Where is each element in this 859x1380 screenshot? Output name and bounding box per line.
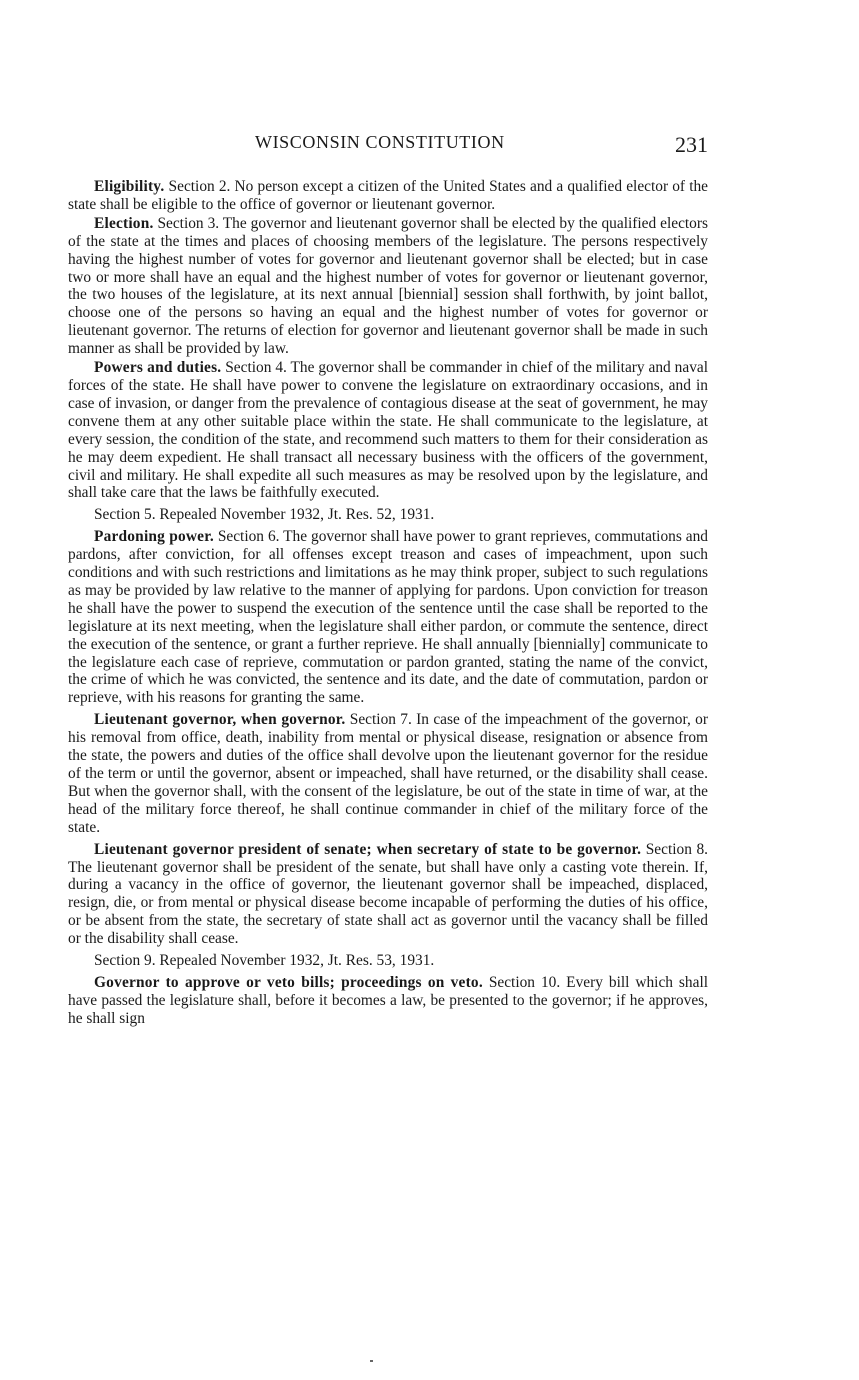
running-title: WISCONSIN CONSTITUTION: [255, 132, 505, 152]
section-body: Section 4. The governor shall be commander in chief of the military and naval forces of the state. He shall have power to convene the legislature on extraordinary occasions, and in case of invasion, or danger from the prevalence of contagious disease at the seat of government, he may convene them at any other suitable place within the state. He shall communicate to the legislature, at every session, the condition of the state, and recommend such matters to them for their consideration as he may deem expedient. He shall transact all necessary business with the officers of the government, civil and military. He shall expedite all such measures as may be resolved upon by the legislature, and shall take care that the laws be faithfully executed.: [68, 359, 708, 502]
print-speck: [370, 1360, 373, 1362]
section-heading: Eligibility.: [94, 178, 165, 195]
section-body: Section 6. The governor shall have power to grant reprieves, commutations and pardons, after conviction, for all offenses except treason and cases of impeachment, upon such conditions and with such restrictions and limitations as he may think proper, subject to such regulations as may be provided by law relative to the manner of applying for pardons. Upon conviction for treason he shall have the power to suspend the execution of the sentence until the case shall be reported to the legislature at its next meeting, when the legislature shall either pardon, or commute the sentence, direct the execution of the sentence, or grant a further reprieve. He shall annually [biennially] communicate to the legislature each case of reprieve, commutation or pardon granted, stating the name of the convict, the crime of which he was convicted, the sentence and its date, and the date of commutation, pardon or reprieve, with his reasons for granting the same.: [68, 528, 708, 707]
section-2-eligibility: [68, 178, 708, 214]
section-6-pardoning-power: [68, 528, 708, 707]
section-7-lieutenant-governor: [68, 711, 708, 836]
section-body: Section 10. Every bill which shall have passed the legislature shall, before it becomes a law, be presented to the governor; if he approves, he shall sign: [68, 973, 708, 1027]
section-8-president-of-senate: [68, 841, 708, 948]
page-number: 231: [675, 132, 708, 157]
section-body: Section 8. The lieutenant governor shall be president of the senate, but shall have only a casting vote therein. If, during a vacancy in the office of governor, the lieutenant governor shall be impeached, displaced, resign, die, or from mental or physical disease become incapable of performing the duties of his office, or be absent from the state, the secretary of state shall act as governor until the vacancy shall be filled or the disability shall cease.: [68, 840, 709, 948]
constitution-text: [68, 178, 708, 1028]
section-4-powers-and-duties: [68, 359, 708, 502]
section-heading: Powers and duties.: [94, 359, 222, 377]
section-body: Section 7. In case of the impeachment of the governor, or his removal from office, death, inability from mental or physical disease, resignation or absence from the state, the powers and duties of the office shall devolve upon the lieutenant governor for the residue of the term or until the governor, absent or impeached, shall have returned, or the disability shall cease. But when the governor shall, with the consent of the legislature, be out of the state in time of war, at the head of the military force thereof, he shall continue commander in chief of the military force of the state.: [68, 711, 708, 836]
section-10-veto: [68, 974, 708, 1028]
section-body: Section 9. Repealed November 1932, Jt. Res. 53, 1931.: [94, 952, 435, 970]
section-5-repealed: [68, 506, 708, 524]
section-body: Section 5. Repealed November 1932, Jt. Res. 52, 1931.: [94, 506, 435, 524]
section-heading: Lieutenant governor president of senate; when secretary of state to be governor.: [94, 840, 642, 858]
section-9-repealed: [68, 952, 708, 970]
section-body: Section 3. The governor and lieutenant governor shall be elected by the qualified electors of the state at the times and places of choosing members of the legislature. The persons respectively having the highest number of votes for governor and lieutenant governor shall be elected; but in case two or more shall have an equal and the highest number of votes for governor or lieutenant governor, the two houses of the legislature, at its next annual [biennial] session shall forthwith, by joint ballot, choose one of the persons so having an equal and the highest number of votes for governor or lieutenant governor. The returns of election for governor and lieutenant governor shall be made in such manner as shall be provided by law.: [68, 214, 708, 358]
section-heading: Governor to approve or veto bills; proceedings on veto.: [94, 973, 483, 991]
section-3-election: [68, 215, 708, 358]
section-heading: Election.: [94, 214, 154, 232]
section-heading: Pardoning power.: [94, 528, 214, 546]
section-body: Section 2. No person except a citizen of the United States and a qualified elector of the state shall be eligible to the office of governor or lieutenant governor.: [68, 178, 708, 213]
section-heading: Lieutenant governor, when governor.: [94, 711, 346, 729]
running-head: [0, 130, 859, 160]
